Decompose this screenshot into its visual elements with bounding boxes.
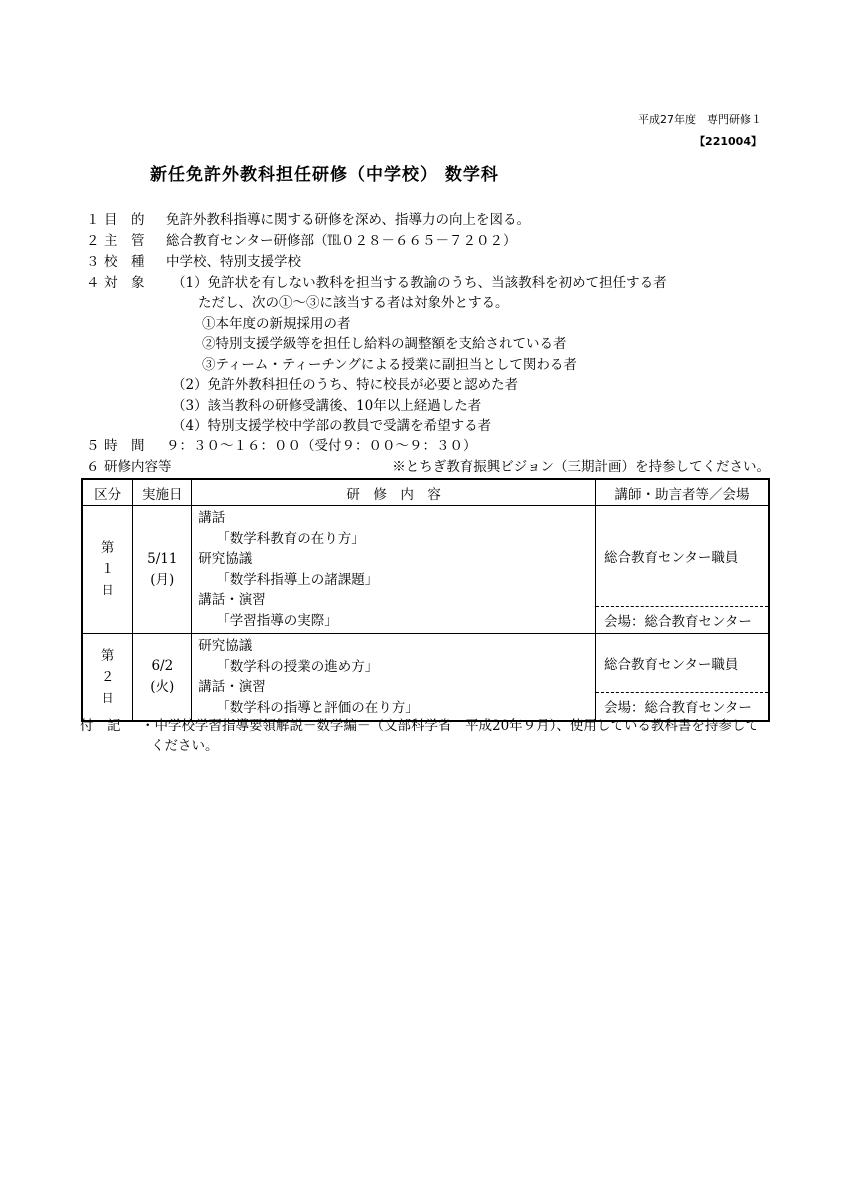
target-2: （2）免許外教科担任のうち、特に校長が必要と認めた者 [172,377,519,393]
instructor-cell: 総合教育センター職員 [595,506,769,607]
day-char: 第 [100,647,115,664]
date: 6/2 [151,658,174,674]
target-note: ただし、次の①～③に該当する者は対象外とする。 [198,295,509,311]
table-row [82,506,769,607]
schedule-table [81,478,770,722]
header-division: 区分 [82,479,133,506]
day-char: 日 [101,583,114,597]
day-char: １ [100,561,115,577]
item-text: 中学校、特別支援学校 [166,254,301,270]
year-label: 平成27年度 専門研修１ [638,113,762,126]
item-label: 研修内容等 [104,459,172,475]
target-3: （3）該当教科の研修受講後、10年以上経過した者 [172,398,482,414]
content-line: 研究協議 [198,551,253,567]
page-title: 新任免許外教科担任研修（中学校） 数学科 [150,165,499,185]
item-text: 総合教育センター研修部（℡０２８－６６５－７２０２） [166,233,517,249]
weekday: (火) [150,679,175,695]
item-content [86,457,172,477]
item-number: １ [86,212,100,228]
item-number: ４ [86,275,100,291]
day-char: 第 [100,540,115,556]
content-line: 「学習指導の実際」 [216,612,338,629]
weekday: (月) [150,571,175,588]
day-char: 日 [101,690,114,705]
footnote-label: 付 記 [80,718,121,734]
content-line: 「数学科の授業の進め方」 [216,658,379,675]
item-number: ２ [86,233,100,249]
content-line: 講話・演習 [198,679,266,695]
item-label: 主 管 [104,233,145,249]
day-label [82,506,133,634]
content-line: 講話・演習 [198,592,266,608]
content-line: 講話 [198,510,226,526]
content-note: ※とちぎ教育振興ビジョン（三期計画）を持参してください。 [392,459,770,475]
item-label: 対 象 [104,275,145,291]
instructor-cell: 総合教育センター職員 [595,634,769,693]
exclusion-3: ③ティーム・ティーチングによる授業に副担当として関わる者 [202,357,577,373]
item-label: 目 的 [104,212,145,228]
item-text: 免許外教科指導に関する研修を深め、指導力の向上を図る。 [166,212,530,228]
venue-cell: 会場：総合教育センター [595,692,769,721]
item-number: ３ [86,254,100,270]
date-cell [133,634,192,722]
item-school-type [86,252,301,272]
footnote-line-1: ・中学校学習指導要領解説－数学編－（文部科学省 平成20年９月）、使用している教科書を持参して [141,718,759,734]
day-char: ２ [100,668,115,685]
item-number: ５ [86,438,100,454]
item-text: （1）免許状を有しない教科を担当する教諭のうち、当該教科を初めて担任する者 [172,275,667,291]
exclusion-1: ①本年度の新規採用の者 [202,316,351,332]
course-code: 【221004】 [694,135,762,148]
item-text: ９：３０～１６：００（受付９：００～９：３０） [166,438,477,454]
content-line: 「数学科の指導と評価の在り方」 [216,699,419,716]
exclusion-2: ②特別支援学級等を担任し給料の調整額を支給されている者 [202,336,567,352]
item-number: ６ [86,459,100,475]
content-line: 研究協議 [198,638,253,654]
table-row [82,634,769,693]
item-label: 校 種 [104,254,145,270]
date: 5/11 [147,550,178,567]
content-line: 「数学科指導上の諸課題」 [216,571,379,588]
venue-cell: 会場：総合教育センター [595,607,769,634]
content-cell [192,506,596,634]
table-header-row [82,479,769,506]
target-4: （4）特別支援学校中学部の教員で受講を希望する者 [172,418,492,434]
day-label [82,634,133,722]
footnote-line-2: ください。 [151,738,219,754]
content-line: 「数学科教育の在り方」 [216,530,365,547]
item-time [86,436,477,456]
header-content: 研 修 内 容 [192,479,596,506]
header-date: 実施日 [133,479,192,506]
header-instructor: 講師・助言者等／会場 [595,479,769,506]
item-purpose [86,210,530,230]
date-cell [133,506,192,634]
item-organizer [86,231,516,251]
content-cell [192,634,596,722]
item-label: 時 間 [104,438,145,454]
item-target [86,273,667,293]
